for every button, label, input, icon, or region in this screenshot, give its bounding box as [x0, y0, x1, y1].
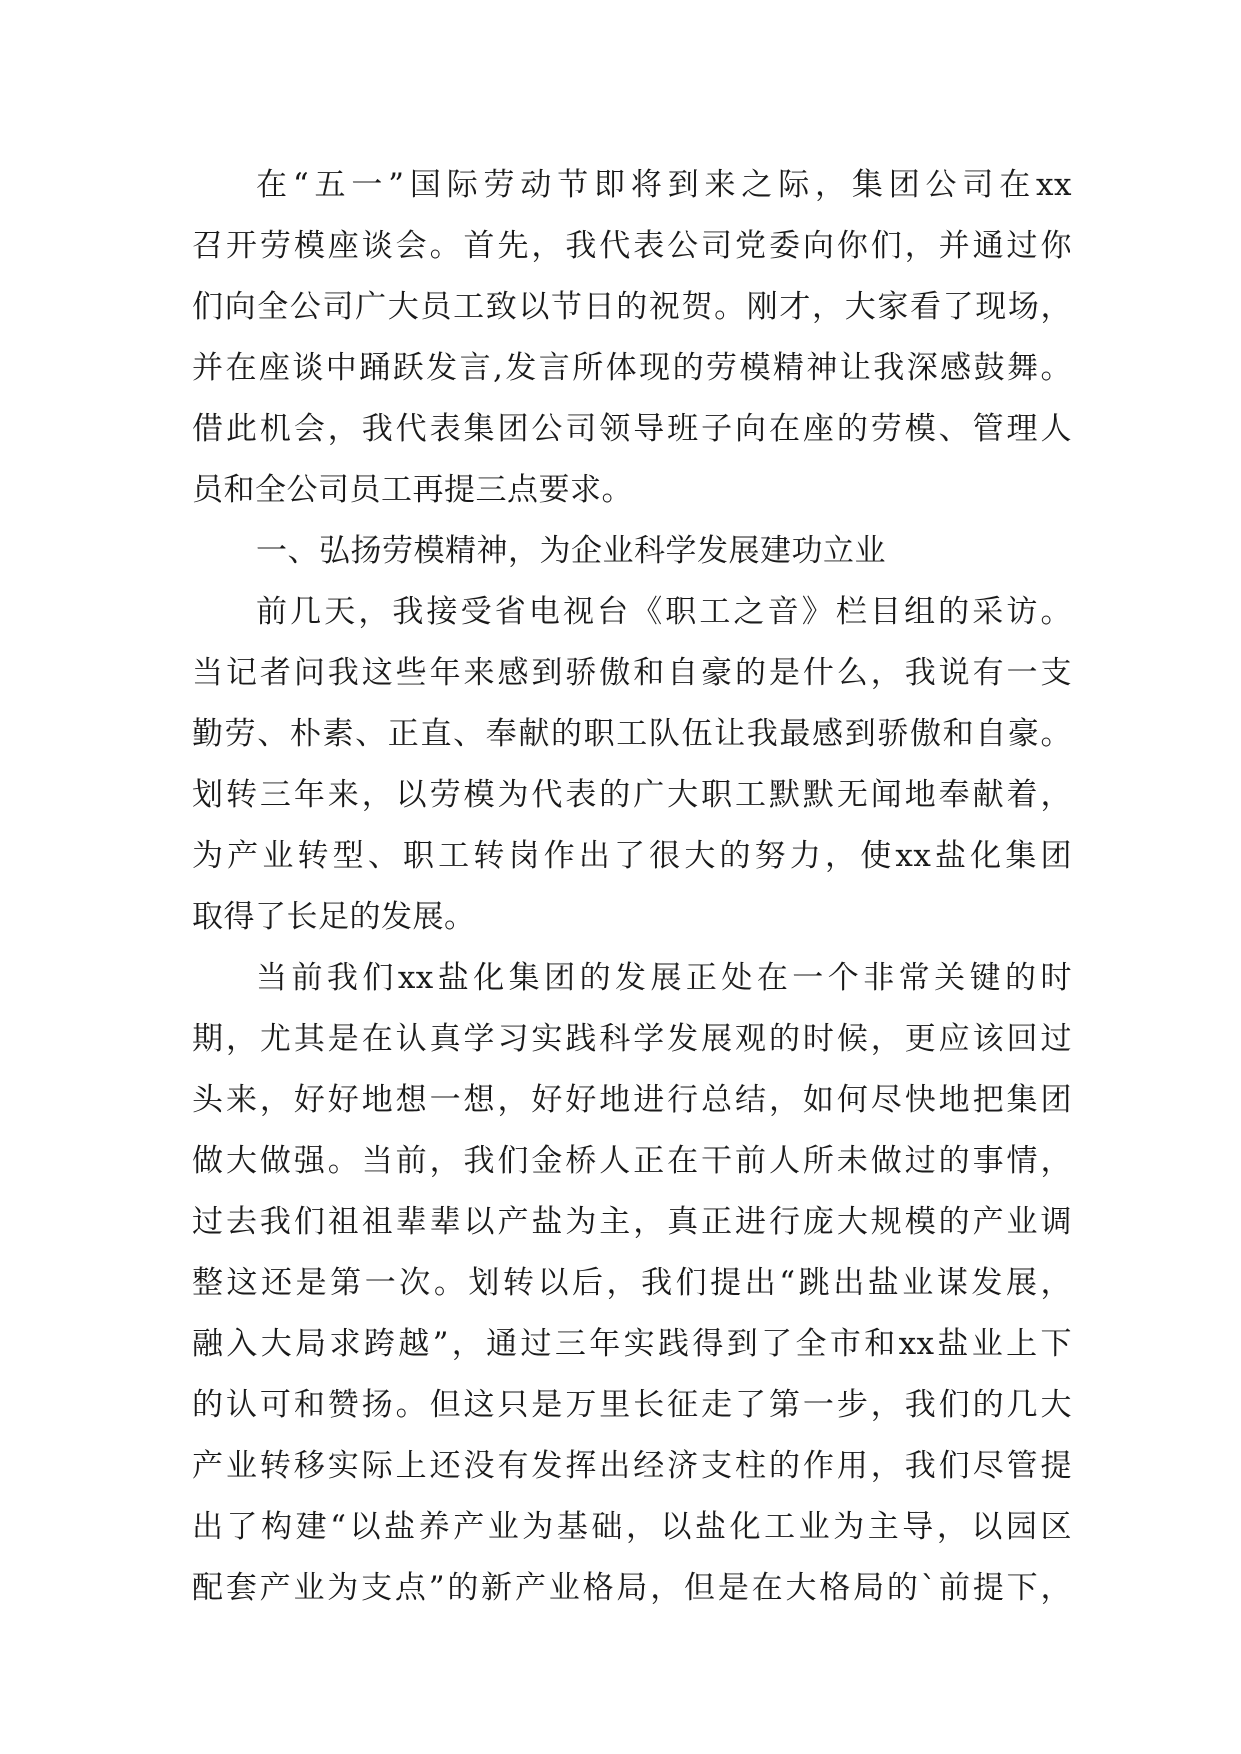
text-line: 当记者问我这些年来感到骄傲和自豪的是什么，我说有一支	[192, 655, 1072, 691]
text-line: 在“五一”国际劳动节即将到来之际，集团公司在xx	[256, 167, 1072, 203]
text-line: 召开劳模座谈会。首先，我代表公司党委向你们，并通过你	[192, 228, 1072, 264]
paragraph-current-situation	[192, 948, 1072, 1619]
paragraph-interview	[192, 582, 1072, 948]
text-line: 头来，好好地想一想，好好地进行总结，如何尽快地把集团	[192, 1082, 1072, 1118]
text-line: 出了构建“以盐养产业为基础，以盐化工业为主导，以园区	[192, 1509, 1072, 1545]
text-line: 取得了长足的发展。	[192, 899, 476, 935]
text-line: 产业转移实际上还没有发挥出经济支柱的作用，我们尽管提	[192, 1448, 1072, 1484]
text-line: 员和全公司员工再提三点要求。	[192, 472, 633, 508]
text-line: 整这还是第一次。划转以后，我们提出“跳出盐业谋发展，	[192, 1265, 1072, 1301]
section-heading	[192, 521, 1072, 582]
text-line: 的认可和赞扬。但这只是万里长征走了第一步，我们的几大	[192, 1387, 1072, 1423]
document-body	[192, 155, 1072, 1619]
heading-line: 一、弘扬劳模精神，为企业科学发展建功立业	[256, 533, 886, 569]
text-line: 过去我们祖祖辈辈以产盐为主，真正进行庞大规模的产业调	[192, 1204, 1072, 1240]
text-line: 当前我们xx盐化集团的发展正处在一个非常关键的时	[256, 960, 1072, 996]
text-line: 并在座谈中踊跃发言,发言所体现的劳模精神让我深感鼓舞。	[192, 350, 1072, 386]
text-line: 划转三年来，以劳模为代表的广大职工默默无闻地奉献着，	[192, 777, 1072, 813]
text-line: 为产业转型、职工转岗作出了很大的努力，使xx盐化集团	[192, 838, 1072, 874]
text-line: 勤劳、朴素、正直、奉献的职工队伍让我最感到骄傲和自豪。	[192, 716, 1072, 752]
text-line: 借此机会，我代表集团公司领导班子向在座的劳模、管理人	[192, 411, 1072, 447]
text-line: 前几天，我接受省电视台《职工之音》栏目组的采访。	[256, 594, 1072, 630]
text-line: 期，尤其是在认真学习实践科学发展观的时候，更应该回过	[192, 1021, 1072, 1057]
text-line: 融入大局求跨越”，通过三年实践得到了全市和xx盐业上下	[192, 1326, 1072, 1362]
paragraph-opening	[192, 155, 1072, 521]
text-line: 们向全公司广大员工致以节日的祝贺。刚才，大家看了现场，	[192, 289, 1072, 325]
text-line: 配套产业为支点”的新产业格局，但是在大格局的`前提下，	[192, 1570, 1072, 1606]
text-line: 做大做强。当前，我们金桥人正在干前人所未做过的事情，	[192, 1143, 1072, 1179]
